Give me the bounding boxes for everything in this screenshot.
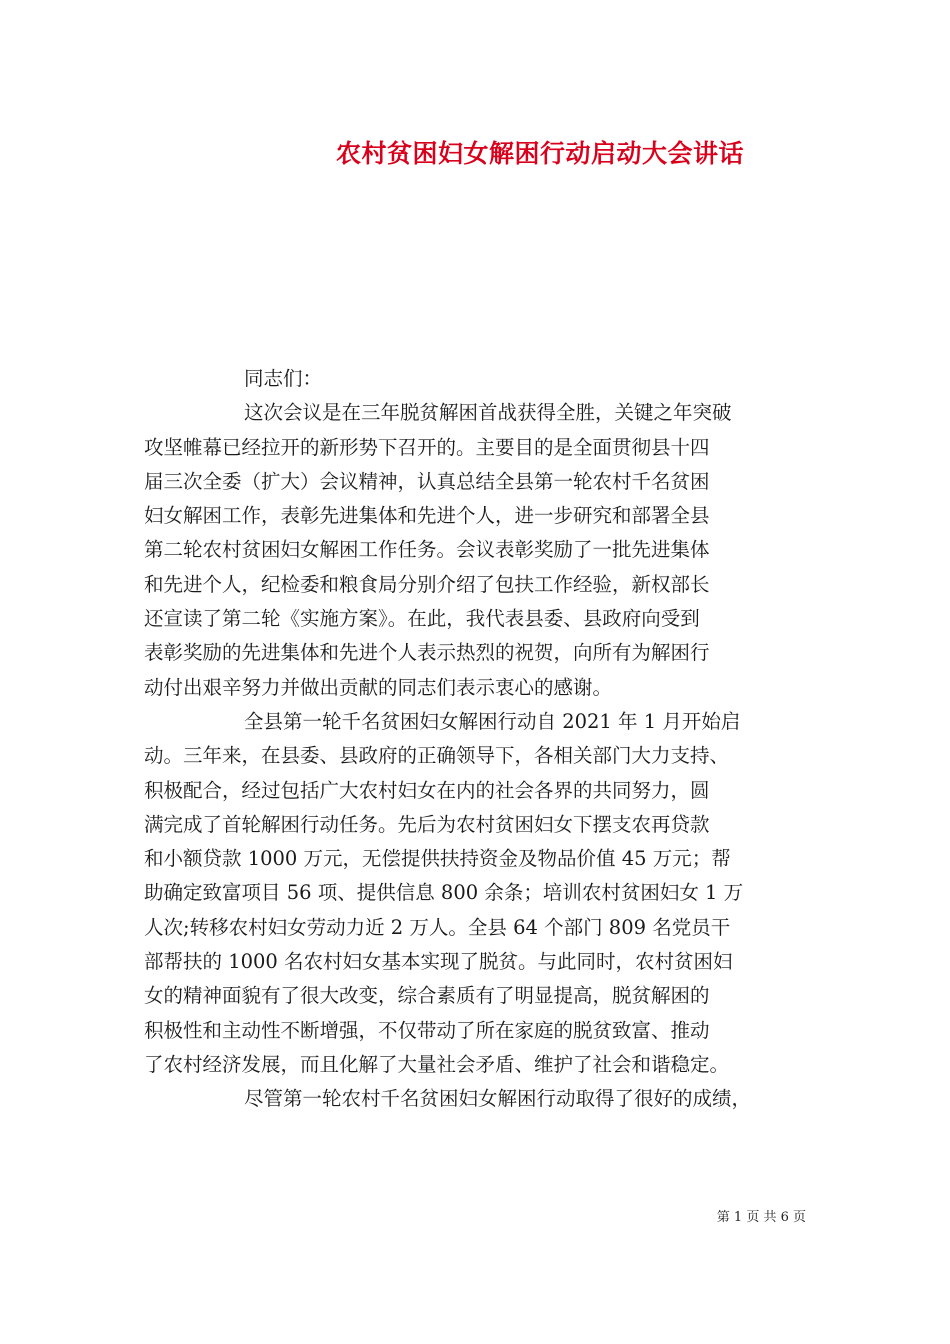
- paragraph-2-line-9: 女的精神面貌有了很大改变，综合素质有了明显提高，脱贫解困的: [144, 984, 710, 1008]
- paragraph-2-line-7: 人次;转移农村妇女劳动力近 2 万人。全县 64 个部门 809 名党员干: [144, 915, 731, 939]
- paragraph-2-line-2: 动。三年来，在县委、县政府的正确领导下，各相关部门大力支持、: [144, 744, 730, 768]
- paragraph-2-line-5: 和小额贷款 1000 万元，无偿提供扶持资金及物品价值 45 万元；帮: [144, 847, 731, 871]
- paragraph-2-line-8: 部帮扶的 1000 名农村妇女基本实现了脱贫。与此同时，农村贫困妇: [144, 950, 733, 974]
- paragraph-2-line-11: 了农村经济发展，而且化解了大量社会矛盾、维护了社会和谐稳定。: [144, 1052, 730, 1076]
- paragraph-1-line-4: 妇女解困工作，表彰先进集体和先进个人，进一步研究和部署全县: [144, 504, 710, 528]
- paragraph-1-line-2: 攻坚帷幕已经拉开的新形势下召开的。主要目的是全面贯彻县十四: [144, 435, 710, 459]
- paragraph-1-line-5: 第二轮农村贫困妇女解困工作任务。会议表彰奖励了一批先进集体: [144, 538, 710, 562]
- paragraph-1-line-9: 动付出艰辛努力并做出贡献的同志们表示衷心的感谢。: [144, 675, 613, 699]
- page-number-footer: 第 1 页 共 6 页: [716, 1210, 806, 1225]
- paragraph-3-line-1: 尽管第一轮农村千名贫困妇女解困行动取得了很好的成绩，: [244, 1087, 752, 1111]
- paragraph-1-line-3: 届三次全委（扩大）会议精神，认真总结全县第一轮农村千名贫困: [144, 469, 710, 493]
- paragraph-2-line-4: 满完成了首轮解困行动任务。先后为农村贫困妇女下摆支农再贷款: [144, 812, 710, 836]
- paragraph-2-line-3: 积极配合，经过包括广大农村妇女在内的社会各界的共同努力，圆: [144, 778, 710, 802]
- document-body: [144, 362, 808, 1117]
- paragraph-1-line-7: 还宣读了第二轮《实施方案》。在此，我代表县委、县政府向受到: [144, 607, 700, 631]
- paragraph-1-line-1: 这次会议是在三年脱贫解困首战获得全胜，关键之年突破: [244, 401, 732, 425]
- greeting-line: 同志们：: [244, 367, 323, 390]
- document-title: 农村贫困妇女解困行动启动大会讲话: [335, 139, 744, 168]
- paragraph-2-line-1: 全县第一轮千名贫困妇女解困行动自 2021 年 1 月开始启: [244, 709, 741, 733]
- paragraph-2-line-10: 积极性和主动性不断增强，不仅带动了所在家庭的脱贫致富、推动: [144, 1018, 710, 1042]
- paragraph-1-line-8: 表彰奖励的先进集体和先进个人表示热烈的祝贺，向所有为解困行: [144, 641, 710, 665]
- paragraph-1-line-6: 和先进个人，纪检委和粮食局分别介绍了包扶工作经验，新权部长: [144, 572, 710, 596]
- paragraph-2-line-6: 助确定致富项目 56 项、提供信息 800 余条；培训农村贫困妇女 1 万: [144, 881, 744, 905]
